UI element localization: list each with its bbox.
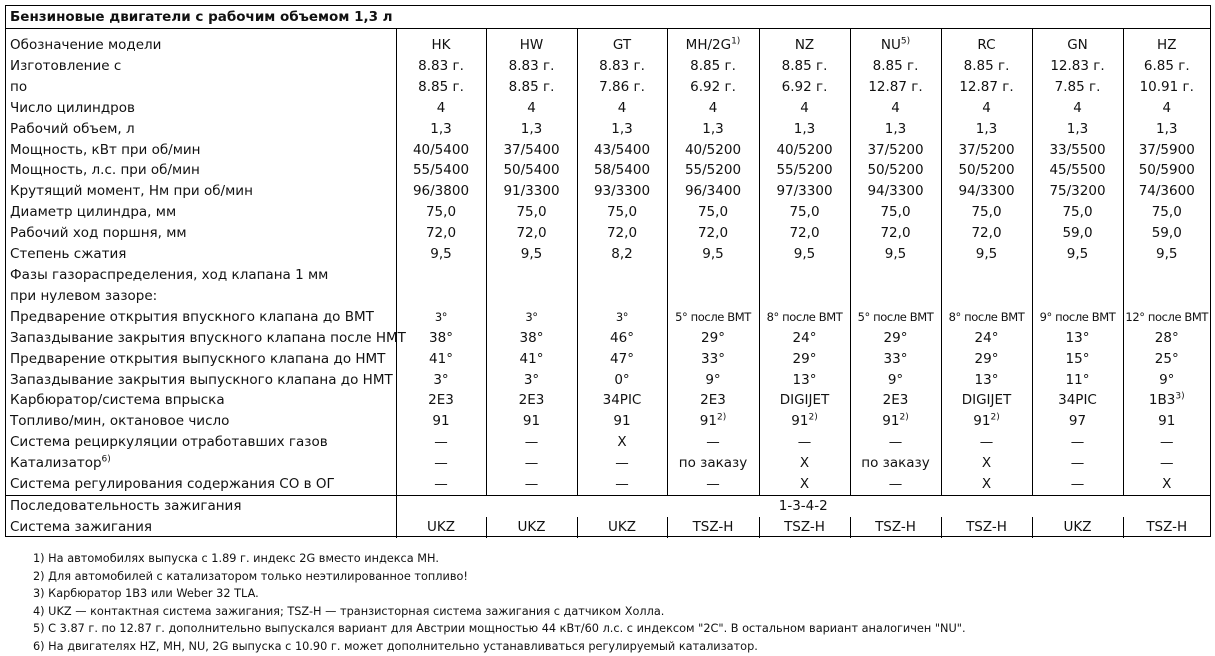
spec-label: Рабочий объем, л bbox=[6, 119, 396, 140]
spec-value-cell: X bbox=[577, 432, 667, 453]
footnote-marker: 2) bbox=[716, 412, 727, 423]
spec-value-cell bbox=[396, 265, 486, 286]
spec-value-cell: 55/5200 bbox=[759, 160, 850, 181]
spec-value-cell: 3° bbox=[486, 307, 577, 328]
spec-value-cell: 8.85 г. bbox=[396, 77, 486, 98]
spec-value-cell: 93/3300 bbox=[577, 181, 667, 202]
spec-value-cell: 28° bbox=[1154, 329, 1179, 346]
spec-value-cell: 72,0 bbox=[577, 223, 667, 244]
model-code-cell: HK bbox=[396, 29, 486, 56]
spec-value-cell: 41° bbox=[486, 349, 577, 370]
spec-value-cell: — bbox=[1032, 453, 1123, 474]
spec-value-cell: — bbox=[667, 474, 759, 495]
spec-value-cell: 34PIC bbox=[577, 390, 667, 411]
footnote-line: 4) UKZ — контактная система зажигания; TSZ-H — транзисторная система зажигания с датчиком Холла. bbox=[33, 604, 665, 618]
spec-value-cell: 4 bbox=[1162, 99, 1172, 116]
spec-value-cell: 12° после ВМТ bbox=[1125, 309, 1209, 324]
spec-value-cell bbox=[486, 286, 577, 307]
spec-value-cell: 4 bbox=[850, 98, 941, 119]
spec-value-cell: 33° bbox=[667, 349, 759, 370]
spec-value-cell: 10.91 г. bbox=[1139, 78, 1194, 95]
spec-value-cell: 1B3$^{3)}$ bbox=[1148, 391, 1185, 409]
spec-row bbox=[6, 286, 1210, 307]
footnote-marker: 3) bbox=[1175, 391, 1185, 402]
spec-value-cell: 59,0 bbox=[1151, 225, 1182, 242]
spec-value-cell: — bbox=[396, 432, 486, 453]
spec-value-cell: 5° после ВМТ bbox=[667, 307, 759, 328]
spec-value-cell: — bbox=[667, 432, 759, 453]
spec-value-cell: 15° bbox=[1032, 349, 1123, 370]
spec-value-cell: 6.85 г. bbox=[1143, 57, 1190, 74]
ignition-value-cell: UKZ bbox=[396, 517, 486, 538]
spec-label: Катализатор$^{6)}$ bbox=[6, 453, 396, 474]
spec-value-cell: — bbox=[1160, 434, 1174, 451]
spec-row bbox=[6, 432, 1210, 453]
spec-value-cell bbox=[941, 265, 1032, 286]
spec-value-cell: 91 bbox=[577, 411, 667, 432]
spec-value-cell: — bbox=[396, 474, 486, 495]
spec-value-cell: 8.85 г. bbox=[759, 56, 850, 77]
ignition-label: Система зажигания bbox=[6, 517, 396, 538]
spec-value-cell: 91 bbox=[396, 411, 486, 432]
spec-value-cell: 8.83 г. bbox=[396, 56, 486, 77]
spec-value-cell: X bbox=[759, 453, 850, 474]
spec-value-cell: 12.87 г. bbox=[941, 77, 1032, 98]
spec-value-cell: — bbox=[850, 432, 941, 453]
spec-value-cell: 9,5 bbox=[1032, 244, 1123, 265]
spec-value-cell: — bbox=[486, 453, 577, 474]
spec-value-cell: 1,3 bbox=[667, 119, 759, 140]
firing-order-row bbox=[6, 495, 1210, 516]
ignition-row bbox=[6, 517, 1210, 538]
model-code-cell: NZ bbox=[759, 29, 850, 56]
spec-value-cell bbox=[667, 286, 759, 307]
spec-label: при нулевом зазоре: bbox=[6, 286, 396, 307]
spec-value-cell: 72,0 bbox=[850, 223, 941, 244]
spec-value-cell bbox=[577, 286, 667, 307]
spec-row bbox=[6, 119, 1210, 140]
spec-value-cell: 3° bbox=[396, 370, 486, 391]
spec-value-cell: 2E3 bbox=[850, 390, 941, 411]
spec-value-cell bbox=[759, 265, 850, 286]
spec-value-cell: 8.85 г. bbox=[486, 77, 577, 98]
spec-value-cell: 2E3 bbox=[396, 390, 486, 411]
spec-label: Мощность, л.с. при об/мин bbox=[6, 160, 396, 181]
spec-value-cell bbox=[577, 265, 667, 286]
spec-value-cell: — bbox=[486, 474, 577, 495]
spec-row bbox=[6, 202, 1210, 223]
spec-row bbox=[6, 411, 1210, 432]
engine-spec-table-frame bbox=[5, 5, 1211, 537]
spec-value-cell bbox=[941, 286, 1032, 307]
spec-value-cell: 75,0 bbox=[486, 202, 577, 223]
spec-value-cell: 94/3300 bbox=[941, 181, 1032, 202]
spec-value-cell: 29° bbox=[941, 349, 1032, 370]
footnote-marker: 2) bbox=[808, 412, 818, 423]
spec-value-cell: 11° bbox=[1032, 370, 1123, 391]
spec-value-cell: 91$^{2)}$ bbox=[850, 411, 941, 432]
spec-value-cell: 4 bbox=[577, 98, 667, 119]
spec-value-cell: 75,0 bbox=[1032, 202, 1123, 223]
spec-value-cell: X bbox=[1162, 476, 1172, 493]
spec-value-cell: 75,0 bbox=[941, 202, 1032, 223]
spec-value-cell: 50/5200 bbox=[941, 160, 1032, 181]
spec-value-cell: 7.86 г. bbox=[577, 77, 667, 98]
spec-value-cell: 3° bbox=[486, 370, 577, 391]
spec-value-cell: 72,0 bbox=[759, 223, 850, 244]
ignition-value-cell: UKZ bbox=[1032, 517, 1123, 538]
spec-value-cell bbox=[1123, 265, 1210, 286]
spec-value-cell: 72,0 bbox=[396, 223, 486, 244]
spec-value-cell: — bbox=[1032, 474, 1123, 495]
spec-value-cell: 40/5400 bbox=[396, 140, 486, 161]
spec-value-cell: — bbox=[486, 432, 577, 453]
spec-label: Число цилиндров bbox=[6, 98, 396, 119]
spec-label: Топливо/мин, октановое число bbox=[6, 411, 396, 432]
spec-value-cell: 50/5200 bbox=[850, 160, 941, 181]
spec-value-cell: 72,0 bbox=[486, 223, 577, 244]
spec-value-cell: 45/5500 bbox=[1032, 160, 1123, 181]
spec-row bbox=[6, 244, 1210, 265]
spec-row bbox=[6, 98, 1210, 119]
spec-value-cell: 59,0 bbox=[1032, 223, 1123, 244]
spec-value-cell: 4 bbox=[1032, 98, 1123, 119]
spec-label: Мощность, кВт при об/мин bbox=[6, 140, 396, 161]
spec-value-cell: 13° bbox=[941, 370, 1032, 391]
spec-value-cell: 4 bbox=[667, 98, 759, 119]
spec-value-cell: 9,5 bbox=[396, 244, 486, 265]
spec-value-cell: 37/5200 bbox=[941, 140, 1032, 161]
spec-value-cell: X bbox=[941, 453, 1032, 474]
ignition-value-cell: TSZ-H bbox=[667, 517, 759, 538]
spec-label: Система регулирования содержания CO в ОГ bbox=[6, 474, 396, 495]
spec-value-cell: 97 bbox=[1032, 411, 1123, 432]
footnote-line: 6) На двигателях HZ, MH, NU, 2G выпуска с 10.90 г. может дополнительно устанавливаться регулируемый катализатор. bbox=[33, 639, 758, 653]
spec-value-cell: 9,5 bbox=[759, 244, 850, 265]
spec-value-cell: 96/3800 bbox=[396, 181, 486, 202]
header-row bbox=[6, 29, 1210, 56]
spec-value-cell: 33° bbox=[850, 349, 941, 370]
spec-value-cell: 4 bbox=[759, 98, 850, 119]
spec-value-cell: 91$^{2)}$ bbox=[667, 411, 759, 432]
spec-value-cell: 12.83 г. bbox=[1032, 56, 1123, 77]
spec-value-cell: 75,0 bbox=[759, 202, 850, 223]
spec-value-cell: 75,0 bbox=[1151, 204, 1182, 221]
spec-value-cell: 8.85 г. bbox=[941, 56, 1032, 77]
spec-value-cell: 9,5 bbox=[667, 244, 759, 265]
spec-value-cell bbox=[850, 286, 941, 307]
spec-value-cell: 33/5500 bbox=[1032, 140, 1123, 161]
spec-value-cell: 75,0 bbox=[577, 202, 667, 223]
spec-value-cell bbox=[486, 265, 577, 286]
spec-value-cell: 94/3300 bbox=[850, 181, 941, 202]
table-title: Бензиновые двигатели с рабочим объемом 1,3 л bbox=[6, 6, 1210, 29]
spec-row bbox=[6, 328, 1210, 349]
spec-value-cell: 4 bbox=[941, 98, 1032, 119]
spec-value-cell: 38° bbox=[396, 328, 486, 349]
spec-value-cell: 9,5 bbox=[941, 244, 1032, 265]
spec-value-cell: — bbox=[1032, 432, 1123, 453]
spec-label: Система рециркуляции отработавших газов bbox=[6, 432, 396, 453]
spec-value-cell: 43/5400 bbox=[577, 140, 667, 161]
spec-value-cell: — bbox=[577, 474, 667, 495]
spec-value-cell: 96/3400 bbox=[667, 181, 759, 202]
footnote-marker: 1) bbox=[731, 36, 741, 47]
spec-value-cell: 9,5 bbox=[486, 244, 577, 265]
model-code-cell: GT bbox=[577, 29, 667, 56]
spec-value-cell: 2E3 bbox=[486, 390, 577, 411]
spec-value-cell: 8.85 г. bbox=[850, 56, 941, 77]
spec-label: Степень сжатия bbox=[6, 244, 396, 265]
spec-value-cell: 91$^{2)}$ bbox=[941, 411, 1032, 432]
spec-value-cell: 6.92 г. bbox=[759, 77, 850, 98]
spec-value-cell: 9° bbox=[850, 370, 941, 391]
footnote-marker: 2) bbox=[899, 412, 909, 423]
spec-value-cell: 7.85 г. bbox=[1032, 77, 1123, 98]
spec-value-cell: 97/3300 bbox=[759, 181, 850, 202]
spec-value-cell: 3° bbox=[577, 307, 667, 328]
spec-value-cell: 37/5900 bbox=[1138, 141, 1195, 158]
spec-value-cell: 91$^{2)}$ bbox=[759, 411, 850, 432]
spec-value-cell: 1,3 bbox=[941, 119, 1032, 140]
spec-value-cell: 1,3 bbox=[1156, 120, 1178, 137]
spec-label: Рабочий ход поршня, мм bbox=[6, 223, 396, 244]
spec-value-cell: 72,0 bbox=[667, 223, 759, 244]
footnote-line: 1) На автомобилях выпуска с 1.89 г. индекс 2G вместо индекса MH. bbox=[33, 552, 439, 565]
ignition-value-cell: TSZ-H bbox=[759, 517, 850, 538]
spec-value-cell: 91 bbox=[486, 411, 577, 432]
spec-value-cell: 47° bbox=[577, 349, 667, 370]
spec-value-cell bbox=[667, 265, 759, 286]
spec-value-cell: 75,0 bbox=[667, 202, 759, 223]
spec-row bbox=[6, 181, 1210, 202]
spec-value-cell: 9° bbox=[1159, 371, 1175, 388]
spec-value-cell: 58/5400 bbox=[577, 160, 667, 181]
spec-value-cell bbox=[759, 286, 850, 307]
spec-value-cell: 1,3 bbox=[759, 119, 850, 140]
spec-value-cell: X bbox=[759, 474, 850, 495]
spec-label: Предварение открытия выпускного клапана до НМТ bbox=[6, 349, 396, 370]
spec-value-cell: — bbox=[396, 453, 486, 474]
ignition-value-cell: TSZ-H bbox=[850, 517, 941, 538]
spec-value-cell: X bbox=[941, 474, 1032, 495]
spec-value-cell: 9° bbox=[667, 370, 759, 391]
footnotes bbox=[33, 550, 966, 655]
spec-value-cell bbox=[1123, 286, 1210, 307]
spec-value-cell: 1,3 bbox=[1032, 119, 1123, 140]
footnote-line: 2) Для автомобилей с катализатором только неэтилированное топливо! bbox=[33, 569, 468, 583]
spec-value-cell: DIGIJET bbox=[941, 390, 1032, 411]
spec-value-cell: 55/5400 bbox=[396, 160, 486, 181]
spec-value-cell: 50/5400 bbox=[486, 160, 577, 181]
spec-value-cell: — bbox=[1160, 455, 1174, 472]
spec-value-cell: 29° bbox=[667, 328, 759, 349]
model-code-cell: HZ bbox=[1157, 37, 1177, 53]
header-label: Обозначение модели bbox=[6, 29, 396, 56]
spec-value-cell: — bbox=[759, 432, 850, 453]
spec-value-cell: 25° bbox=[1154, 350, 1179, 367]
spec-row bbox=[6, 77, 1210, 98]
spec-value-cell: 8.83 г. bbox=[577, 56, 667, 77]
spec-value-cell bbox=[850, 265, 941, 286]
engine-spec-table bbox=[6, 29, 1210, 538]
spec-value-cell: 29° bbox=[759, 349, 850, 370]
ignition-value-cell: UKZ bbox=[486, 517, 577, 538]
spec-value-cell: 12.87 г. bbox=[850, 77, 941, 98]
spec-label: Запаздывание закрытия впускного клапана после НМТ bbox=[6, 328, 396, 349]
ignition-value-cell: TSZ-H bbox=[1146, 518, 1188, 535]
footnote-marker: 5) bbox=[900, 36, 911, 47]
spec-label: Фазы газораспределения, ход клапана 1 мм bbox=[6, 265, 396, 286]
spec-value-cell: 0° bbox=[577, 370, 667, 391]
firing-order-label: Последовательность зажигания bbox=[6, 495, 396, 516]
spec-value-cell: 34PIC bbox=[1032, 390, 1123, 411]
spec-value-cell: 75,0 bbox=[850, 202, 941, 223]
spec-value-cell: 1,3 bbox=[486, 119, 577, 140]
spec-value-cell: 8.83 г. bbox=[486, 56, 577, 77]
model-code-cell: GN bbox=[1032, 29, 1123, 56]
spec-value-cell: 8.85 г. bbox=[667, 56, 759, 77]
spec-value-cell: 72,0 bbox=[941, 223, 1032, 244]
spec-row bbox=[6, 56, 1210, 77]
spec-value-cell bbox=[1032, 286, 1123, 307]
spec-value-cell: 8° после ВМТ bbox=[941, 307, 1032, 328]
spec-label: Предварение открытия впускного клапана до ВМТ bbox=[6, 307, 396, 328]
spec-value-cell: 37/5200 bbox=[850, 140, 941, 161]
spec-label: Крутящий момент, Нм при об/мин bbox=[6, 181, 396, 202]
spec-value-cell: 50/5900 bbox=[1138, 162, 1195, 179]
spec-label: Запаздывание закрытия выпускного клапана до НМТ bbox=[6, 370, 396, 391]
spec-row bbox=[6, 453, 1210, 474]
spec-value-cell: 38° bbox=[486, 328, 577, 349]
spec-value-cell: 8,2 bbox=[577, 244, 667, 265]
spec-value-cell: 5° после ВМТ bbox=[850, 307, 941, 328]
ignition-value-cell: TSZ-H bbox=[941, 517, 1032, 538]
spec-value-cell: 9° после ВМТ bbox=[1032, 307, 1123, 328]
ignition-value-cell: UKZ bbox=[577, 517, 667, 538]
footnote-line: 5) С 3.87 г. по 12.87 г. дополнительно выпускался вариант для Австрии мощностью 44 кВт/60 л.с. с индексом "2C". В остальном вариант аналогичен "NU". bbox=[33, 622, 966, 635]
spec-label: по bbox=[6, 77, 396, 98]
spec-value-cell: по заказу bbox=[850, 453, 941, 474]
spec-label: Изготовление с bbox=[6, 56, 396, 77]
spec-value-cell: 91 bbox=[1158, 413, 1176, 430]
spec-value-cell bbox=[396, 286, 486, 307]
spec-value-cell: 4 bbox=[396, 98, 486, 119]
spec-value-cell: 3° bbox=[396, 307, 486, 328]
spec-row bbox=[6, 265, 1210, 286]
spec-row bbox=[6, 140, 1210, 161]
footnote-line: 3) Карбюратор 1B3 или Weber 32 TLA. bbox=[33, 587, 259, 600]
spec-value-cell: 8° после ВМТ bbox=[759, 307, 850, 328]
spec-value-cell: 6.92 г. bbox=[667, 77, 759, 98]
spec-value-cell: 24° bbox=[941, 328, 1032, 349]
spec-row bbox=[6, 390, 1210, 411]
spec-row bbox=[6, 370, 1210, 391]
spec-row bbox=[6, 474, 1210, 495]
spec-value-cell bbox=[1032, 265, 1123, 286]
spec-value-cell: 1,3 bbox=[850, 119, 941, 140]
footnote-marker: 6) bbox=[101, 454, 111, 465]
firing-order-value: 1-3-4-2 bbox=[396, 495, 1210, 516]
spec-value-cell: 2E3 bbox=[667, 390, 759, 411]
spec-value-cell: 75,0 bbox=[396, 202, 486, 223]
model-code-cell: NU$^{5)}$ bbox=[850, 29, 941, 56]
spec-value-cell: — bbox=[577, 453, 667, 474]
spec-value-cell: 4 bbox=[486, 98, 577, 119]
spec-value-cell: 9,5 bbox=[1156, 246, 1178, 263]
spec-value-cell: 1,3 bbox=[396, 119, 486, 140]
spec-value-cell: 91/3300 bbox=[486, 181, 577, 202]
spec-value-cell: 9,5 bbox=[850, 244, 941, 265]
spec-value-cell: 74/3600 bbox=[1138, 183, 1195, 200]
model-code-cell: RC bbox=[941, 29, 1032, 56]
spec-value-cell: 40/5200 bbox=[759, 140, 850, 161]
spec-value-cell: 41° bbox=[396, 349, 486, 370]
footnote-marker: 2) bbox=[990, 412, 1000, 423]
spec-value-cell: 1,3 bbox=[577, 119, 667, 140]
spec-label: Диаметр цилиндра, мм bbox=[6, 202, 396, 223]
spec-label: Карбюратор/система впрыска bbox=[6, 390, 396, 411]
spec-value-cell: — bbox=[850, 474, 941, 495]
spec-row bbox=[6, 307, 1210, 328]
spec-value-cell: 40/5200 bbox=[667, 140, 759, 161]
model-code-cell: HW bbox=[486, 29, 577, 56]
spec-value-cell: 29° bbox=[850, 328, 941, 349]
spec-value-cell: 75/3200 bbox=[1032, 181, 1123, 202]
spec-row bbox=[6, 349, 1210, 370]
spec-value-cell: по заказу bbox=[667, 453, 759, 474]
spec-value-cell: 13° bbox=[1032, 328, 1123, 349]
spec-row bbox=[6, 223, 1210, 244]
spec-row bbox=[6, 160, 1210, 181]
spec-value-cell: 55/5200 bbox=[667, 160, 759, 181]
spec-value-cell: 13° bbox=[759, 370, 850, 391]
spec-value-cell: — bbox=[941, 432, 1032, 453]
spec-value-cell: DIGIJET bbox=[759, 390, 850, 411]
model-code-cell: $MH/2G^{1)}$ bbox=[667, 29, 759, 56]
spec-value-cell: 37/5400 bbox=[486, 140, 577, 161]
spec-value-cell: 24° bbox=[759, 328, 850, 349]
spec-value-cell: 46° bbox=[577, 328, 667, 349]
